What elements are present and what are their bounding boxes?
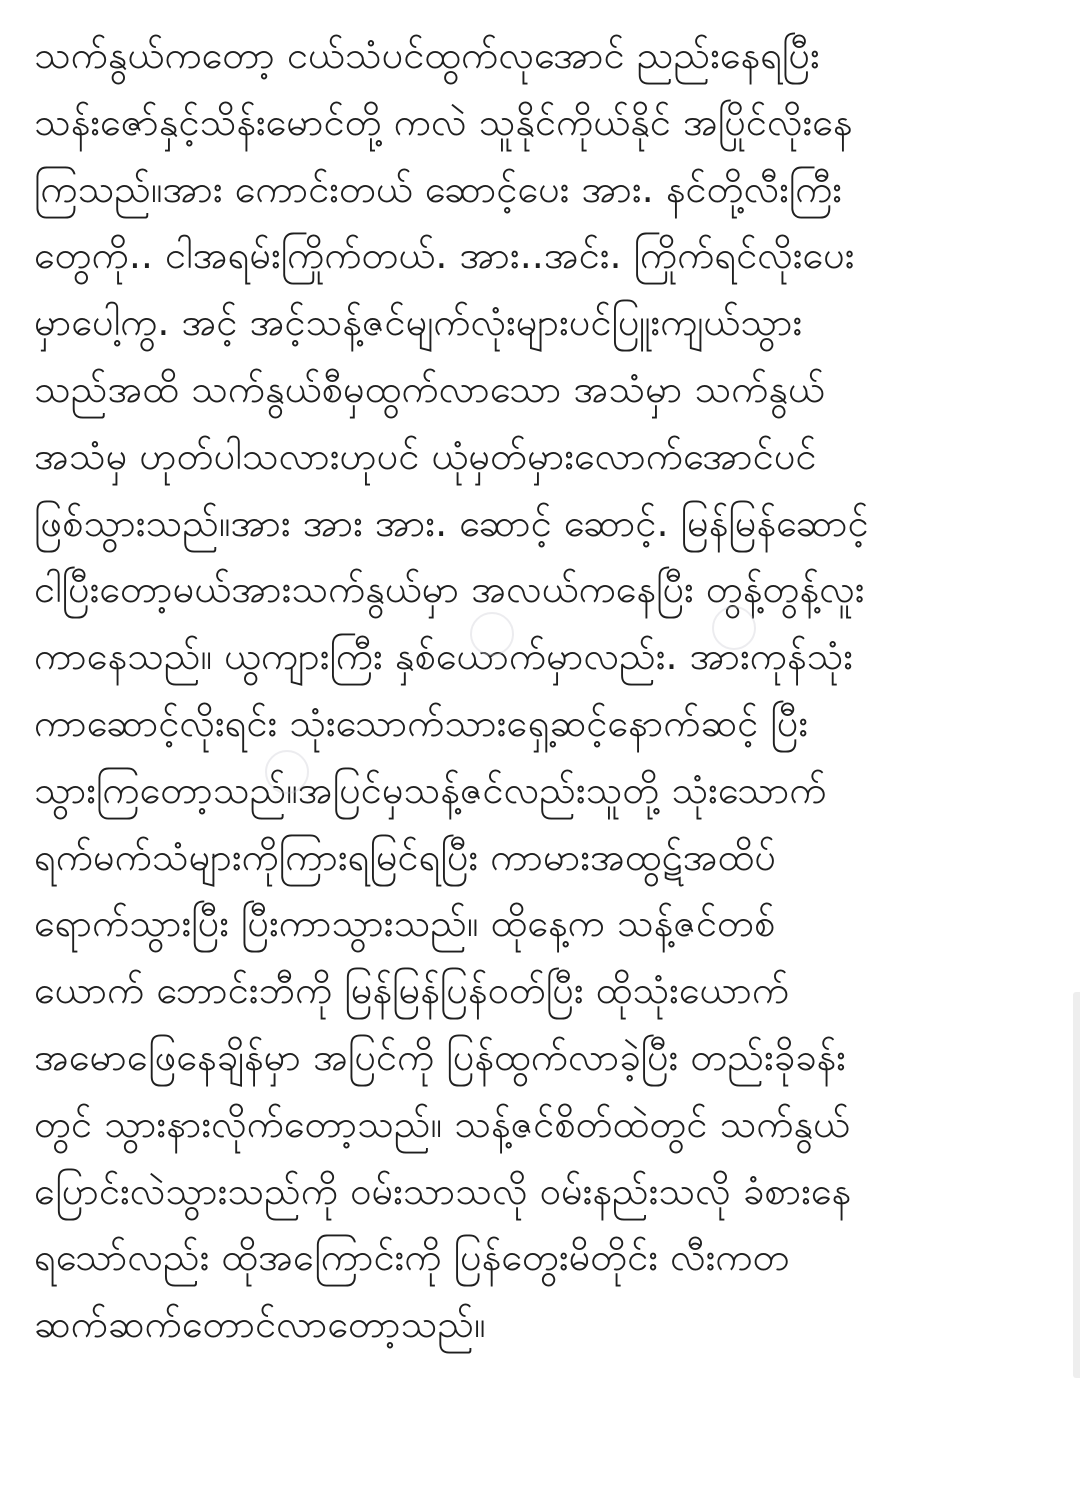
- text-line: ကြသည်။အား ကောင်းတယ် ဆောင့်ပေး အား. နင်တို့လီးကြီး: [34, 166, 843, 211]
- text-line: တွင် သွားနားလိုက်တော့သည်။ သန့်ဇင်စိတ်ထဲတွင် သက်နွယ်: [34, 1101, 851, 1146]
- text-line: သည်အထိ သက်နွယ်စီမှထွက်လာသော အသံမှာ သက်နွယ်: [34, 366, 825, 411]
- text-line: ဖြစ်သွားသည်။အား အား အား. ဆောင့် ဆောင့်. မြန်မြန်ဆောင့်: [34, 500, 869, 545]
- text-line: ရောက်သွားပြီး ပြီးကာသွားသည်။ ထိုနေ့က သန့်ဇင်တစ်: [34, 901, 776, 946]
- text-line: အသံမှ ဟုတ်ပါသလားဟုပင် ယုံမှတ်မှားလောက်အောင်ပင်: [34, 433, 817, 478]
- text-line: သန်းဇော်နှင့်သိန်းမောင်တို့ ကလဲ သူနိုင်ကိုယ်နိုင် အပြိုင်လိုးနေ: [34, 99, 853, 144]
- text-line: ဆက်ဆက်တောင်လာတော့သည်။: [34, 1302, 486, 1347]
- text-line: ယောက် ဘောင်းဘီကို မြန်မြန်ပြန်ဝတ်ပြီး ထိုသုံးယောက်: [34, 968, 790, 1013]
- text-line: အမောဖြေနေချိန်မှာ အပြင်ကို ပြန်ထွက်လာခဲ့ပြီး တည်းခိုခန်း: [34, 1034, 846, 1079]
- story-text: [34, 22, 1044, 1358]
- touch-ripple: [470, 612, 514, 656]
- touch-ripple: [712, 606, 756, 650]
- text-line: မှာပေါ့ကွ. အင့် အင့်သန့်ဇင်မျက်လုံးများပင်ပြူးကျယ်သွား: [34, 300, 803, 345]
- text-line: တွေကို.. ငါအရမ်းကြိုက်တယ်. အား..အင်း. ကြိုက်ရင်လိုးပေး: [34, 233, 855, 278]
- text-line: ငါပြီးတော့မယ်အားသက်နွယ်မှာ အလယ်ကနေပြီး တွန့်တွန့်လူး: [34, 567, 865, 612]
- text-line: ရက်မက်သံများကိုကြားရမြင်ရပြီး ကာမားအထွဋ်အထိပ်: [34, 834, 777, 879]
- text-line: ပြောင်းလဲသွားသည်ကို ဝမ်းသာသလို ဝမ်းနည်းသလို ခံစားနေ: [34, 1168, 852, 1213]
- scrollbar[interactable]: [1073, 992, 1080, 1378]
- text-line: ရသော်လည်း ထိုအကြောင်းကို ပြန်တွေးမိတိုင်း လီးကတ: [34, 1235, 790, 1280]
- touch-ripple: [265, 750, 309, 794]
- text-line: သွားကြတော့သည်။အပြင်မှသန့်ဇင်လည်းသူတို့ သုံးသောက်: [34, 767, 827, 812]
- text-line: ကာနေသည်။ ယွကျားကြီး နှစ်ယောက်မှာလည်း. အားကုန်သုံး: [34, 634, 854, 679]
- text-line: ကာဆောင့်လိုးရင်း သုံးသောက်သားရှေ့ဆင့်နောက်ဆင့် ပြီး: [34, 700, 809, 745]
- text-line: သက်နွယ်ကတော့ ငယ်သံပင်ထွက်လုအောင် ညည်းနေရပြီး: [34, 33, 820, 77]
